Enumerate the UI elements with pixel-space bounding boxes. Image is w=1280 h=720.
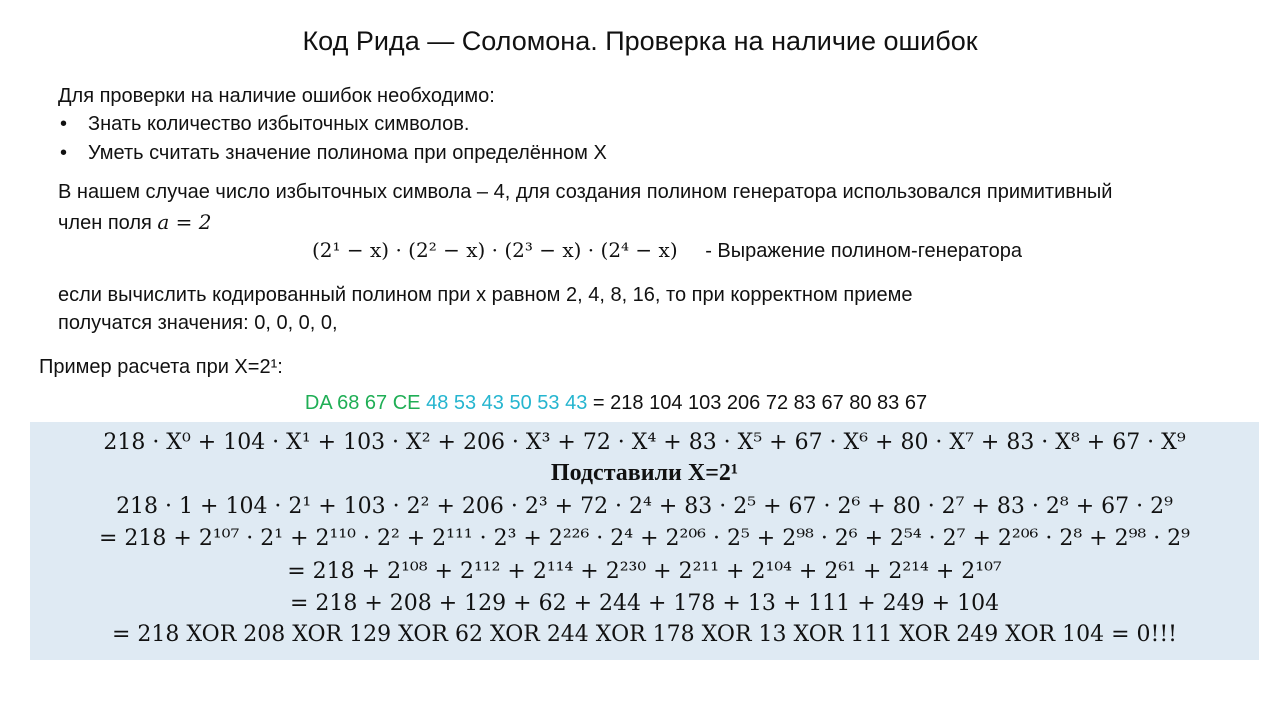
slide-title: Код Рида — Соломона. Проверка на наличие ошибок	[302, 26, 978, 56]
substitution-label: Подставили X=2¹	[550, 460, 739, 486]
requirements-list	[58, 110, 607, 168]
explanation-line-1: В нашем случае число избыточных символа – 4, для создания полином генератора использовался примитивный	[58, 181, 1113, 203]
powers-line: = 218 + 2¹⁰⁷ · 2¹ + 2¹¹⁰ · 2² + 2¹¹¹ · 2³ + 2²²⁶ · 2⁴ + 2²⁰⁶ · 2⁵ + 2⁹⁸ · 2⁶ + 2⁵⁴ · 2⁷ + 2²⁰⁶ · 2⁸ + 2⁹⁸ · 2⁹	[99, 526, 1190, 551]
bullet-item: • Уметь считать значение полинома при определённом X	[58, 139, 607, 168]
substituted-line: 218 · 1 + 104 · 2¹ + 103 · 2² + 206 · 2³ + 72 · 2⁴ + 83 · 2⁵ + 67 · 2⁶ + 80 · 2⁷ + 83 · 2⁸ + 67 · 2⁹	[116, 494, 1173, 519]
bullet-item: • Знать количество избыточных символов.	[58, 110, 607, 139]
polynomial-line: 218 · X⁰ + 104 · X¹ + 103 · X² + 206 · X³ + 72 · X⁴ + 83 · X⁵ + 67 · X⁶ + 80 · X⁷ + 83 · X⁸ + 67 · X⁹	[103, 430, 1186, 455]
field-member-text: член поля	[58, 212, 152, 234]
primitive-element-formula: a = 2	[157, 210, 212, 234]
generator-description: - Выражение полином-генератора	[705, 240, 1022, 262]
calculation-box	[30, 422, 1259, 660]
check-line-2: получатся значения: 0, 0, 0, 0,	[58, 312, 338, 334]
codeword-bytes-row	[0, 392, 1232, 415]
check-line-1: если вычислить кодированный полином при x равном 2, 4, 8, 16, то при корректном приеме	[58, 284, 913, 306]
data-bytes-hex: DA 68 67 CE	[304, 392, 421, 414]
explanation-paragraph	[58, 177, 1228, 238]
intro-text: Для проверки на наличие ошибок необходимо:	[58, 85, 495, 107]
check-paragraph	[58, 281, 1228, 337]
explanation-line-2	[58, 207, 1228, 238]
decimal-bytes: = 218 104 103 206 72 83 67 80 83 67	[592, 392, 928, 414]
generator-polynomial: (2¹ − x) · (2² − x) · (2³ − x) · (2⁴ − x)	[312, 238, 678, 262]
xor-line: = 218 XOR 208 XOR 129 XOR 62 XOR 244 XOR 178 XOR 13 XOR 111 XOR 249 XOR 104 = 0!!!	[111, 622, 1178, 647]
summed-powers-line: = 218 + 2¹⁰⁸ + 2¹¹² + 2¹¹⁴ + 2²³⁰ + 2²¹¹ + 2¹⁰⁴ + 2⁶¹ + 2²¹⁴ + 2¹⁰⁷	[287, 559, 1002, 584]
parity-bytes-hex: 48 53 43 50 53 43	[426, 392, 588, 414]
generator-row	[312, 238, 1022, 263]
example-label: Пример расчета при X=2¹:	[39, 356, 283, 378]
values-line: = 218 + 208 + 129 + 62 + 244 + 178 + 13 + 111 + 249 + 104	[289, 591, 1000, 616]
